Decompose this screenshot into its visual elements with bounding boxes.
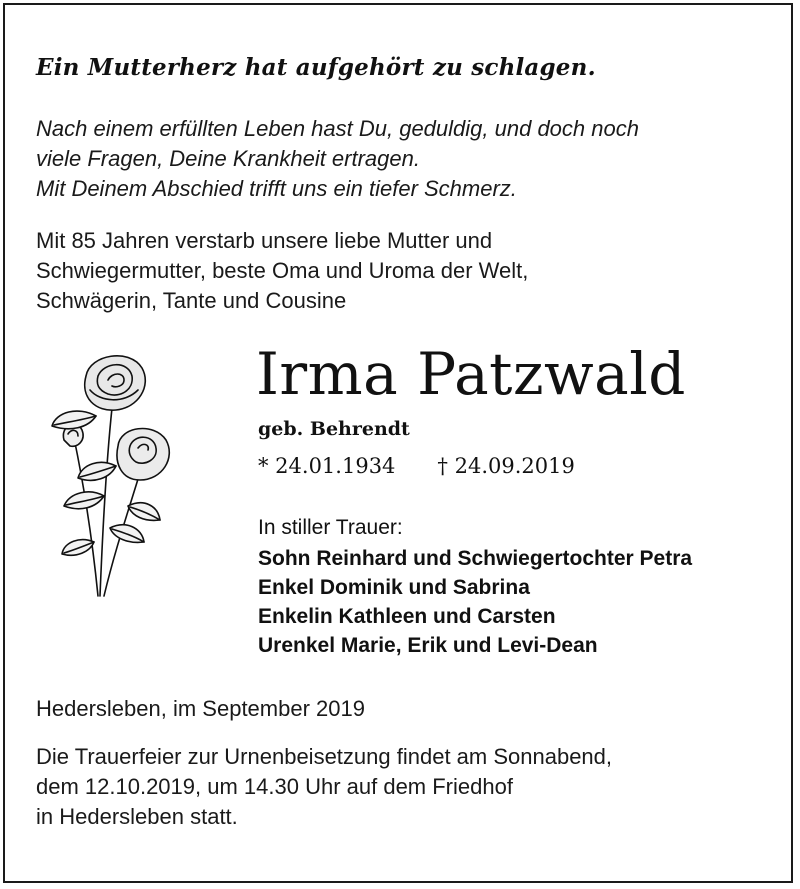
mourner-line: Urenkel Marie, Erik und Levi-Dean xyxy=(258,634,598,657)
headline: Ein Mutterherz hat aufgehört zu schlagen. xyxy=(36,54,596,81)
announcement-line: Mit 85 Jahren verstarb unsere liebe Mutter und xyxy=(36,228,493,253)
mourner-line: Enkel Dominik und Sabrina xyxy=(258,576,530,599)
announcement-line: Schwiegermutter, beste Oma und Uroma der Welt, xyxy=(36,258,529,283)
birth-date: * 24.01.1934 xyxy=(258,454,396,478)
maiden-name: geb. Behrendt xyxy=(258,418,410,440)
funeral-line: in Hedersleben statt. xyxy=(36,804,238,829)
roses-icon xyxy=(34,346,184,606)
deceased-name: Irma Patzwald xyxy=(256,340,686,408)
announcement-text xyxy=(36,226,776,316)
funeral-line: Die Trauerfeier zur Urnenbeisetzung findet am Sonnabend, xyxy=(36,744,613,769)
death-date: † 24.09.2019 xyxy=(437,454,575,478)
intro-line: Mit Deinem Abschied trifft uns ein tiefer Schmerz. xyxy=(36,176,517,201)
intro-text xyxy=(36,114,776,204)
funeral-info xyxy=(36,742,776,832)
mourning-intro: In stiller Trauer: xyxy=(258,516,403,539)
life-dates xyxy=(258,454,575,478)
mourners-list xyxy=(258,544,692,660)
intro-line: Nach einem erfüllten Leben hast Du, geduldig, und doch noch xyxy=(36,116,639,141)
funeral-line: dem 12.10.2019, um 14.30 Uhr auf dem Friedhof xyxy=(36,774,513,799)
mourner-line: Sohn Reinhard und Schwiegertochter Petra xyxy=(258,547,693,570)
mourner-line: Enkelin Kathleen und Carsten xyxy=(258,605,556,628)
intro-line: viele Fragen, Deine Krankheit ertragen. xyxy=(36,146,420,171)
place-date: Hedersleben, im September 2019 xyxy=(36,696,365,721)
announcement-line: Schwägerin, Tante und Cousine xyxy=(36,288,347,313)
